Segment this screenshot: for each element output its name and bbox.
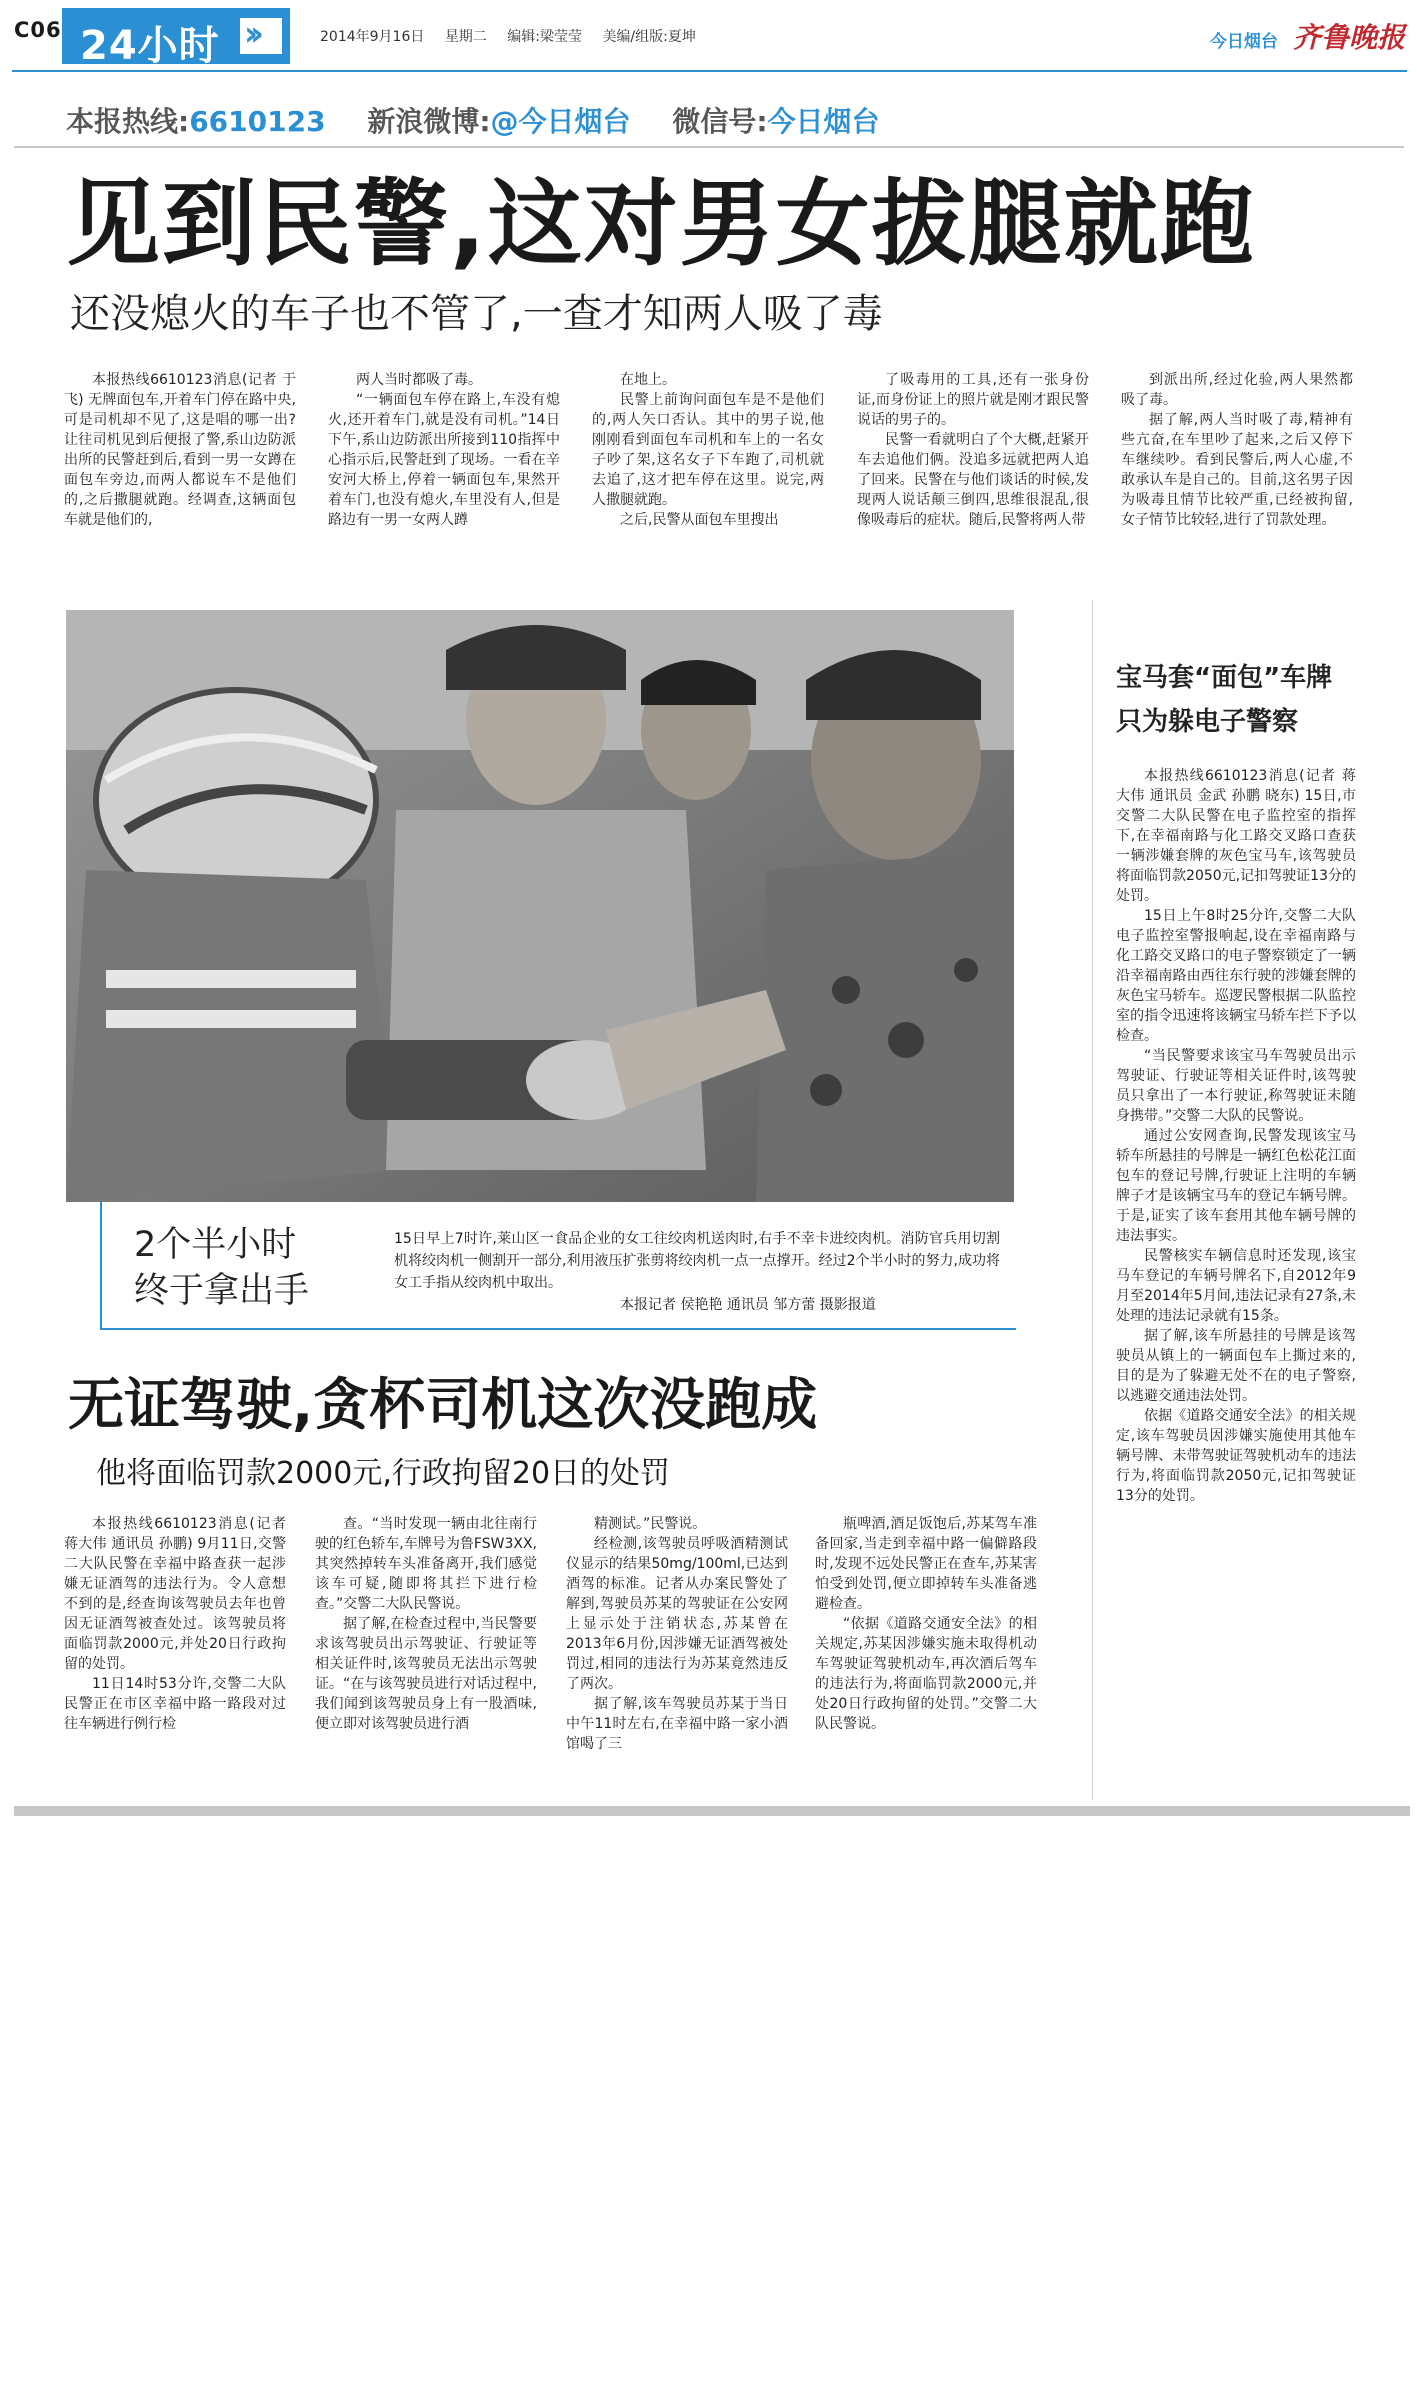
footer-rule (14, 1806, 1410, 1816)
photo-headline-line-1: 2个半小时 (134, 1225, 297, 1265)
story2-column-3 (566, 1514, 788, 1754)
story1-column-2 (328, 370, 560, 530)
editor-credit: 编辑:梁莹莹 (507, 29, 582, 45)
story1-deck: 还没熄火的车子也不管了,一查才知两人吸了毒 (70, 291, 883, 337)
paragraph: 民警一看就明白了个大概,赶紧开车去追他们俩。没追多远就把两人追了回来。民警在与他们谈话的时候,发现两人说话颠三倒四,思维很混乱,很像吸毒后的症状。随后,民警将两人带 (857, 432, 1089, 528)
paragraph: “当民警要求该宝马车驾驶员出示驾驶证、行驶证等相关证件时,该驾驶员只拿出了一本行驶证,称驾驶证未随身携带。”交警二大队的民警说。 (1116, 1048, 1356, 1124)
paragraph: 15日上午8时25分许,交警二大队电子监控室警报响起,设在幸福南路与化工路交叉路口的电子警察锁定了一辆沿幸福南路由西往东行驶的涉嫌套牌的灰色宝马轿车。巡逻民警根据二队监控室的指令迅速将该辆宝马轿车拦下予以检查。 (1116, 908, 1356, 1044)
photo-headline (134, 1222, 309, 1314)
story2-column-2 (315, 1514, 537, 1734)
hotline-rule (14, 146, 1404, 148)
story1-headline: 见到民警,这对男女拔腿就跑 (66, 170, 1256, 279)
paragraph: 了吸毒用的工具,还有一张身份证,而身份证上的照片就是刚才跟民警说话的男子的。 (857, 372, 1089, 428)
paragraph: 11日14时53分许,交警二大队民警正在市区幸福中路一路段对过往车辆进行例行检 (64, 1676, 286, 1732)
paragraph: 到派出所,经过化验,两人果然都吸了毒。 (1121, 372, 1353, 408)
section-name: 24小时 (80, 23, 220, 69)
issue-date: 2014年9月16日 (320, 29, 425, 45)
story1-column-5 (1121, 370, 1353, 530)
paragraph: 查。“当时发现一辆由北往南行驶的红色轿车,车牌号为鲁FSW3XX,其突然掉转车头准备离开,我们感觉该车可疑,随即将其拦下进行检查。”交警二大队民警说。 (315, 1516, 537, 1612)
paragraph: 据了解,在检查过程中,当民警要求该驾驶员出示驾驶证、行驶证等相关证件时,该驾驶员无法出示驾驶证。“在与该驾驶员进行对话过程中,我们闻到该驾驶员身上有一股酒味,便立即对该驾驶员进行酒 (315, 1616, 537, 1732)
paragraph: 之后,民警从面包车里搜出 (620, 512, 779, 528)
story1-column-4 (857, 370, 1089, 530)
hotline-bar (66, 100, 880, 140)
hotline-label: 本报热线: (66, 105, 190, 138)
paragraph: 民警核实车辆信息时还发现,该宝马车登记的车辆号牌名下,自2012年9月至2014年5月间,违法记录有27条,未处理的违法记录就有15条。 (1116, 1248, 1356, 1324)
page-number: C06 (14, 18, 62, 42)
double-chevron-icon: ›› (240, 18, 282, 54)
side-story-headline (1116, 656, 1332, 744)
side-headline-line-1: 宝马套“面包”车牌 (1116, 663, 1333, 693)
brand-section: 今日烟台 (1209, 32, 1278, 52)
wechat-label: 微信号: (672, 105, 768, 138)
paragraph: 本报热线6610123消息(记者 蒋大伟 通讯员 金武 孙鹏 晓东) 15日,市交警二大队民警在电子监控室的指挥下,在幸福南路与化工路交叉路口查获一辆涉嫌套牌的灰色宝马车,该驾驶员将面临罚款2050元,记扣驾驶证13分的处罚。 (1116, 768, 1356, 904)
issue-weekday: 星期二 (444, 29, 487, 45)
paragraph: 通过公安网查询,民警发现该宝马轿车所悬挂的号牌是一辆红色松花江面包车的登记号牌,行驶证上注明的车辆牌子才是该辆宝马车的登记车辆号牌。于是,证实了该车套用其他车辆号牌的违法事实。 (1116, 1128, 1356, 1244)
story2-column-1 (64, 1514, 286, 1734)
paragraph: 瓶啤酒,酒足饭饱后,苏某驾车准备回家,当走到幸福中路一偏僻路段时,发现不远处民警正在查车,苏某害怕受到处罚,便立即掉转车头准备逃避检查。 (815, 1516, 1037, 1612)
photo-headline-line-2: 终于拿出手 (134, 1271, 310, 1311)
newspaper-logo: 齐鲁晚报 (1292, 21, 1405, 54)
issue-meta (320, 26, 712, 46)
paragraph: 依据《道路交通安全法》的相关规定,该车驾驶员因涉嫌实施使用其他车辆号牌、未带驾驶证驾驶机动车的违法行为,将面临罚款2050元,记扣驾驶证13分的处罚。 (1116, 1408, 1356, 1504)
art-credit: 美编/组版:夏坤 (602, 29, 696, 45)
paragraph: 据了解,该车驾驶员苏某于当日中午11时左右,在幸福中路一家小酒馆喝了三 (566, 1696, 788, 1752)
paragraph: 两人当时都吸了毒。 (356, 372, 482, 388)
photo-caption: 15日早上7时许,莱山区一食品企业的女工往绞肉机送肉时,右手不幸卡进绞肉机。消防官兵用切割机将绞肉机一侧割开一部分,利用液压扩张剪将绞肉机一点一点撑开。经过2个半小时的努力,成功将女工手指从绞肉机中取出。 (394, 1231, 1000, 1291)
story2-deck: 他将面临罚款2000元,行政拘留20日的处罚 (96, 1456, 671, 1491)
hotline-number: 6610123 (189, 105, 326, 138)
column-divider (1092, 600, 1093, 1800)
paragraph: “一辆面包车停在路上,车没有熄火,还开着车门,就是没有司机。”14日下午,系山边防派出所接到110指挥中心指示后,民警赶到了现场。一看在辛安河大桥上,停着一辆面包车,果然开着车门,也没有熄火,车里没有人,但是路边有一男一女两人蹲 (328, 392, 560, 528)
story1-column-3 (592, 370, 824, 530)
paragraph: 本报热线6610123消息(记者 蒋大伟 通讯员 孙鹏) 9月11日,交警二大队民警在幸福中路查获一起涉嫌无证酒驾的违法行为。令人意想不到的是,经查询该驾驶员去年也曾因无证酒驾被查处过。该驾驶员将面临罚款2000元,并处20日行政拘留的处罚。 (64, 1516, 286, 1672)
paragraph: 本报热线6610123消息(记者 于飞) 无牌面包车,开着车门停在路中央,可是司机却不见了,这是唱的哪一出?让往司机见到后便报了警,系山边防派出所的民警赶到后,看到一男一女蹲在面包车旁边,而两人都说车不是他们的,之后撒腿就跑。经调查,这辆面包车就是他们的, (64, 372, 296, 528)
side-headline-line-2: 只为躲电子警察 (1116, 707, 1299, 737)
story2-column-4 (815, 1514, 1037, 1734)
paragraph: “依据《道路交通安全法》的相关规定,苏某因涉嫌实施未取得机动车驾驶证驾驶机动车,再次酒后驾车的违法行为,将面临罚款2000元,并处20日行政拘留的处罚。”交警二大队民警说。 (815, 1616, 1037, 1732)
paragraph: 经检测,该驾驶员呼吸酒精测试仪显示的结果50mg/100ml,已达到酒驾的标准。记者从办案民警处了解到,驾驶员苏某的驾驶证在公安网上显示处于注销状态,苏某曾在2013年6月份,因涉嫌无证酒驾被处罚过,相同的违法行为苏某竟然违反了两次。 (566, 1536, 788, 1692)
wechat-id: 今日烟台 (767, 105, 880, 138)
header-rule (12, 70, 1407, 72)
story2-headline: 无证驾驶,贪杯司机这次没跑成 (68, 1373, 818, 1438)
photo-credit: 本报记者 侯艳艳 通讯员 邹方蕾 摄影报道 (620, 1297, 876, 1313)
paragraph: 精测试。”民警说。 (594, 1516, 707, 1532)
story1-column-1 (64, 370, 296, 530)
paragraph: 民警上前询问面包车是不是他们的,两人矢口否认。其中的男子说,他刚刚看到面包车司机和车上的一名女子吵了架,这名女子下车跑了,司机就去追了,这才把车停在这里。说完,两人撒腿就跑。 (592, 392, 824, 508)
paragraph: 据了解,两人当时吸了毒,精神有些亢奋,在车里吵了起来,之后又停下车继续吵。看到民警后,两人心虚,不敢承认车是自己的。目前,这名男子因为吸毒且情节比较严重,已经被拘留,女子情节比较轻,进行了罚款处理。 (1121, 412, 1353, 528)
side-story-body (1116, 766, 1356, 1506)
masthead-brand (1210, 16, 1405, 56)
paragraph: 据了解,该车所悬挂的号牌是该驾驶员从镇上的一辆面包车上撕过来的,目的是为了躲避无处不在的电子警察,以逃避交通违法处罚。 (1116, 1328, 1356, 1404)
paragraph: 在地上。 (620, 372, 676, 388)
weibo-handle: @今日烟台 (490, 105, 631, 138)
news-photo-image (66, 610, 1014, 1202)
news-photo (66, 610, 1014, 1202)
weibo-label: 新浪微博: (367, 105, 491, 138)
